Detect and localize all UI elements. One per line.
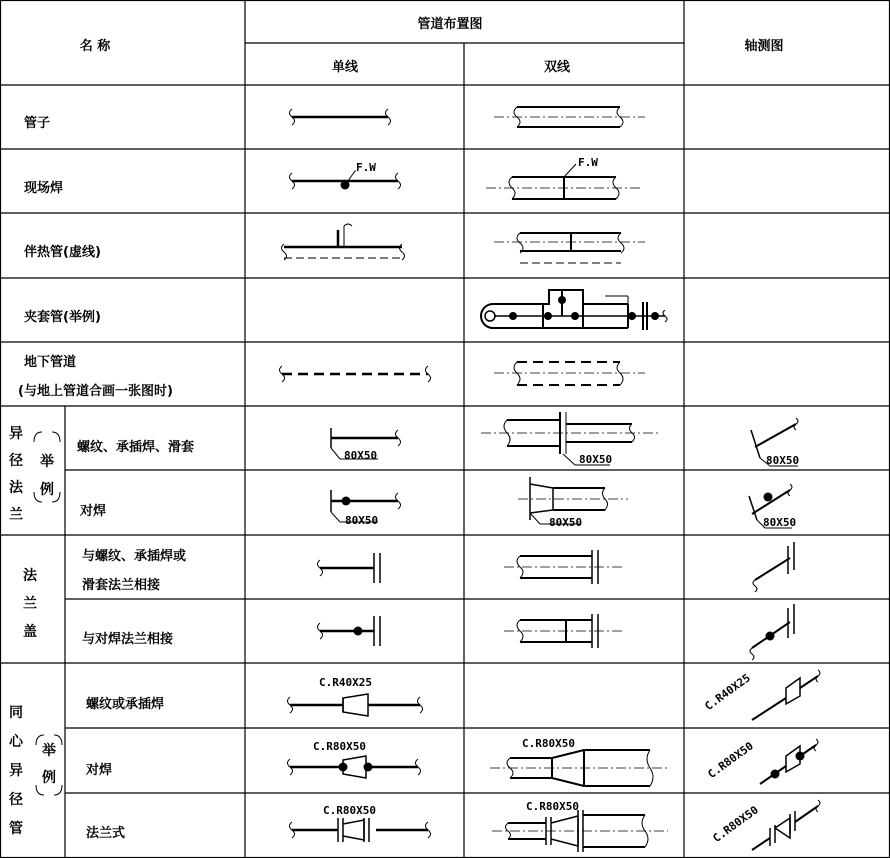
subrow-cr-thread: 螺纹或承插焊 [86,697,165,712]
group-example-char: 例 [40,482,54,498]
subrow-cr-butt: 对焊 [86,763,113,778]
label-cr40-single: C.R40X25 [319,676,372,689]
header-single-line: 单线 [331,60,359,75]
row-field-weld: 现场焊 [24,181,64,196]
field-weld-double-symbol [486,164,640,199]
subrow-bf-butt: 与对焊法兰相接 [82,632,174,647]
group-cr-char: 同 [9,705,23,721]
tracing-single-symbol [282,224,405,260]
header-double-line: 双线 [543,60,571,75]
cr-butt-double-symbol [490,750,670,786]
subrow-bf-thread-1: 与螺纹、承插焊或 [82,549,187,564]
cr-thread-axon-symbol [752,670,820,720]
subrow-bf-thread-2: 滑套法兰相接 [82,578,161,593]
label-size-rf-thread-axon: 80X50 [766,454,800,467]
row-underground-1: 地下管道 [24,355,77,370]
header-layout: 管道布置图 [417,17,483,32]
bf-butt-axon-symbol [750,604,794,660]
group-rf-char: 兰 [9,507,23,523]
tracing-double-symbol [494,233,645,263]
label-cr80-flange-axon: C.R80X50 [710,803,761,845]
bf-thread-axon-symbol [753,542,794,592]
header-axonometric: 轴测图 [744,39,784,54]
underground-double-symbol [494,362,645,385]
bf-butt-double-symbol [504,614,622,648]
subrow-rf-thread: 螺纹、承插焊、滑套 [77,440,195,455]
group-example-char: 例 [42,770,56,786]
label-cr80-flange-double: C.R80X50 [526,800,579,813]
label-cr80-flange-single: C.R80X50 [323,804,376,817]
group-cr-char: 心 [9,734,23,750]
cr-flange-axon-symbol [752,800,820,850]
group-rf-char: 异 [9,426,23,442]
bf-butt-single-symbol [318,616,381,646]
group-example-char: 举 [42,743,56,759]
header-name: 名 称 [79,39,111,54]
label-size-rf-thread-double: 80X50 [579,453,613,466]
group-cr-char: 径 [9,792,23,808]
field-weld-single-symbol [290,171,401,190]
group-rf-char: 法 [9,480,23,496]
row-pipe: 管子 [24,116,51,131]
subrow-cr-flange: 法兰式 [86,826,126,841]
row-underground-2: (与地上管道合画一张图时) [18,384,173,399]
cr-flange-double-symbol [492,810,668,852]
group-bf-char: 法 [23,568,37,584]
label-cr80-butt-double: C.R80X50 [522,737,575,750]
label-size-rf-butt-single: 80X50 [345,514,379,527]
row-tracing: 伴热管(虚线) [24,245,101,260]
rf-thread-double-symbol [481,412,660,465]
label-fw-double: F.W [578,156,598,169]
cr-thread-single-symbol [288,694,423,716]
cr-butt-axon-symbol [760,739,818,784]
group-example-char: 举 [40,454,54,470]
subrow-rf-butt: 对焊 [80,504,107,519]
row-jacketed: 夹套管(举例) [24,310,101,325]
label-size-rf-butt-double: 80X50 [549,516,583,529]
label-cr80-butt-axon: C.R80X50 [705,739,756,781]
cr-butt-single-symbol [288,756,421,778]
label-fw-single: F.W [356,161,376,174]
label-cr80-butt-single: C.R80X50 [313,740,366,753]
underground-single-symbol [280,366,431,382]
label-size-rf-butt-axon: 80X50 [763,516,797,529]
jacketed-double-symbol [481,290,667,330]
label-cr40-axon: C.R40X25 [702,671,753,713]
group-rf-char: 径 [9,453,23,469]
group-bf-char: 兰 [23,596,37,612]
pipe-double-symbol [494,107,645,127]
group-bf-char: 盖 [23,624,37,640]
group-cr-char: 管 [9,821,23,837]
label-size-rf-thread-single: 80X50 [344,449,378,462]
group-cr-char: 异 [9,763,23,779]
bf-thread-double-symbol [504,550,622,584]
cr-flange-single-symbol [290,818,431,842]
bf-thread-single-symbol [318,553,381,583]
